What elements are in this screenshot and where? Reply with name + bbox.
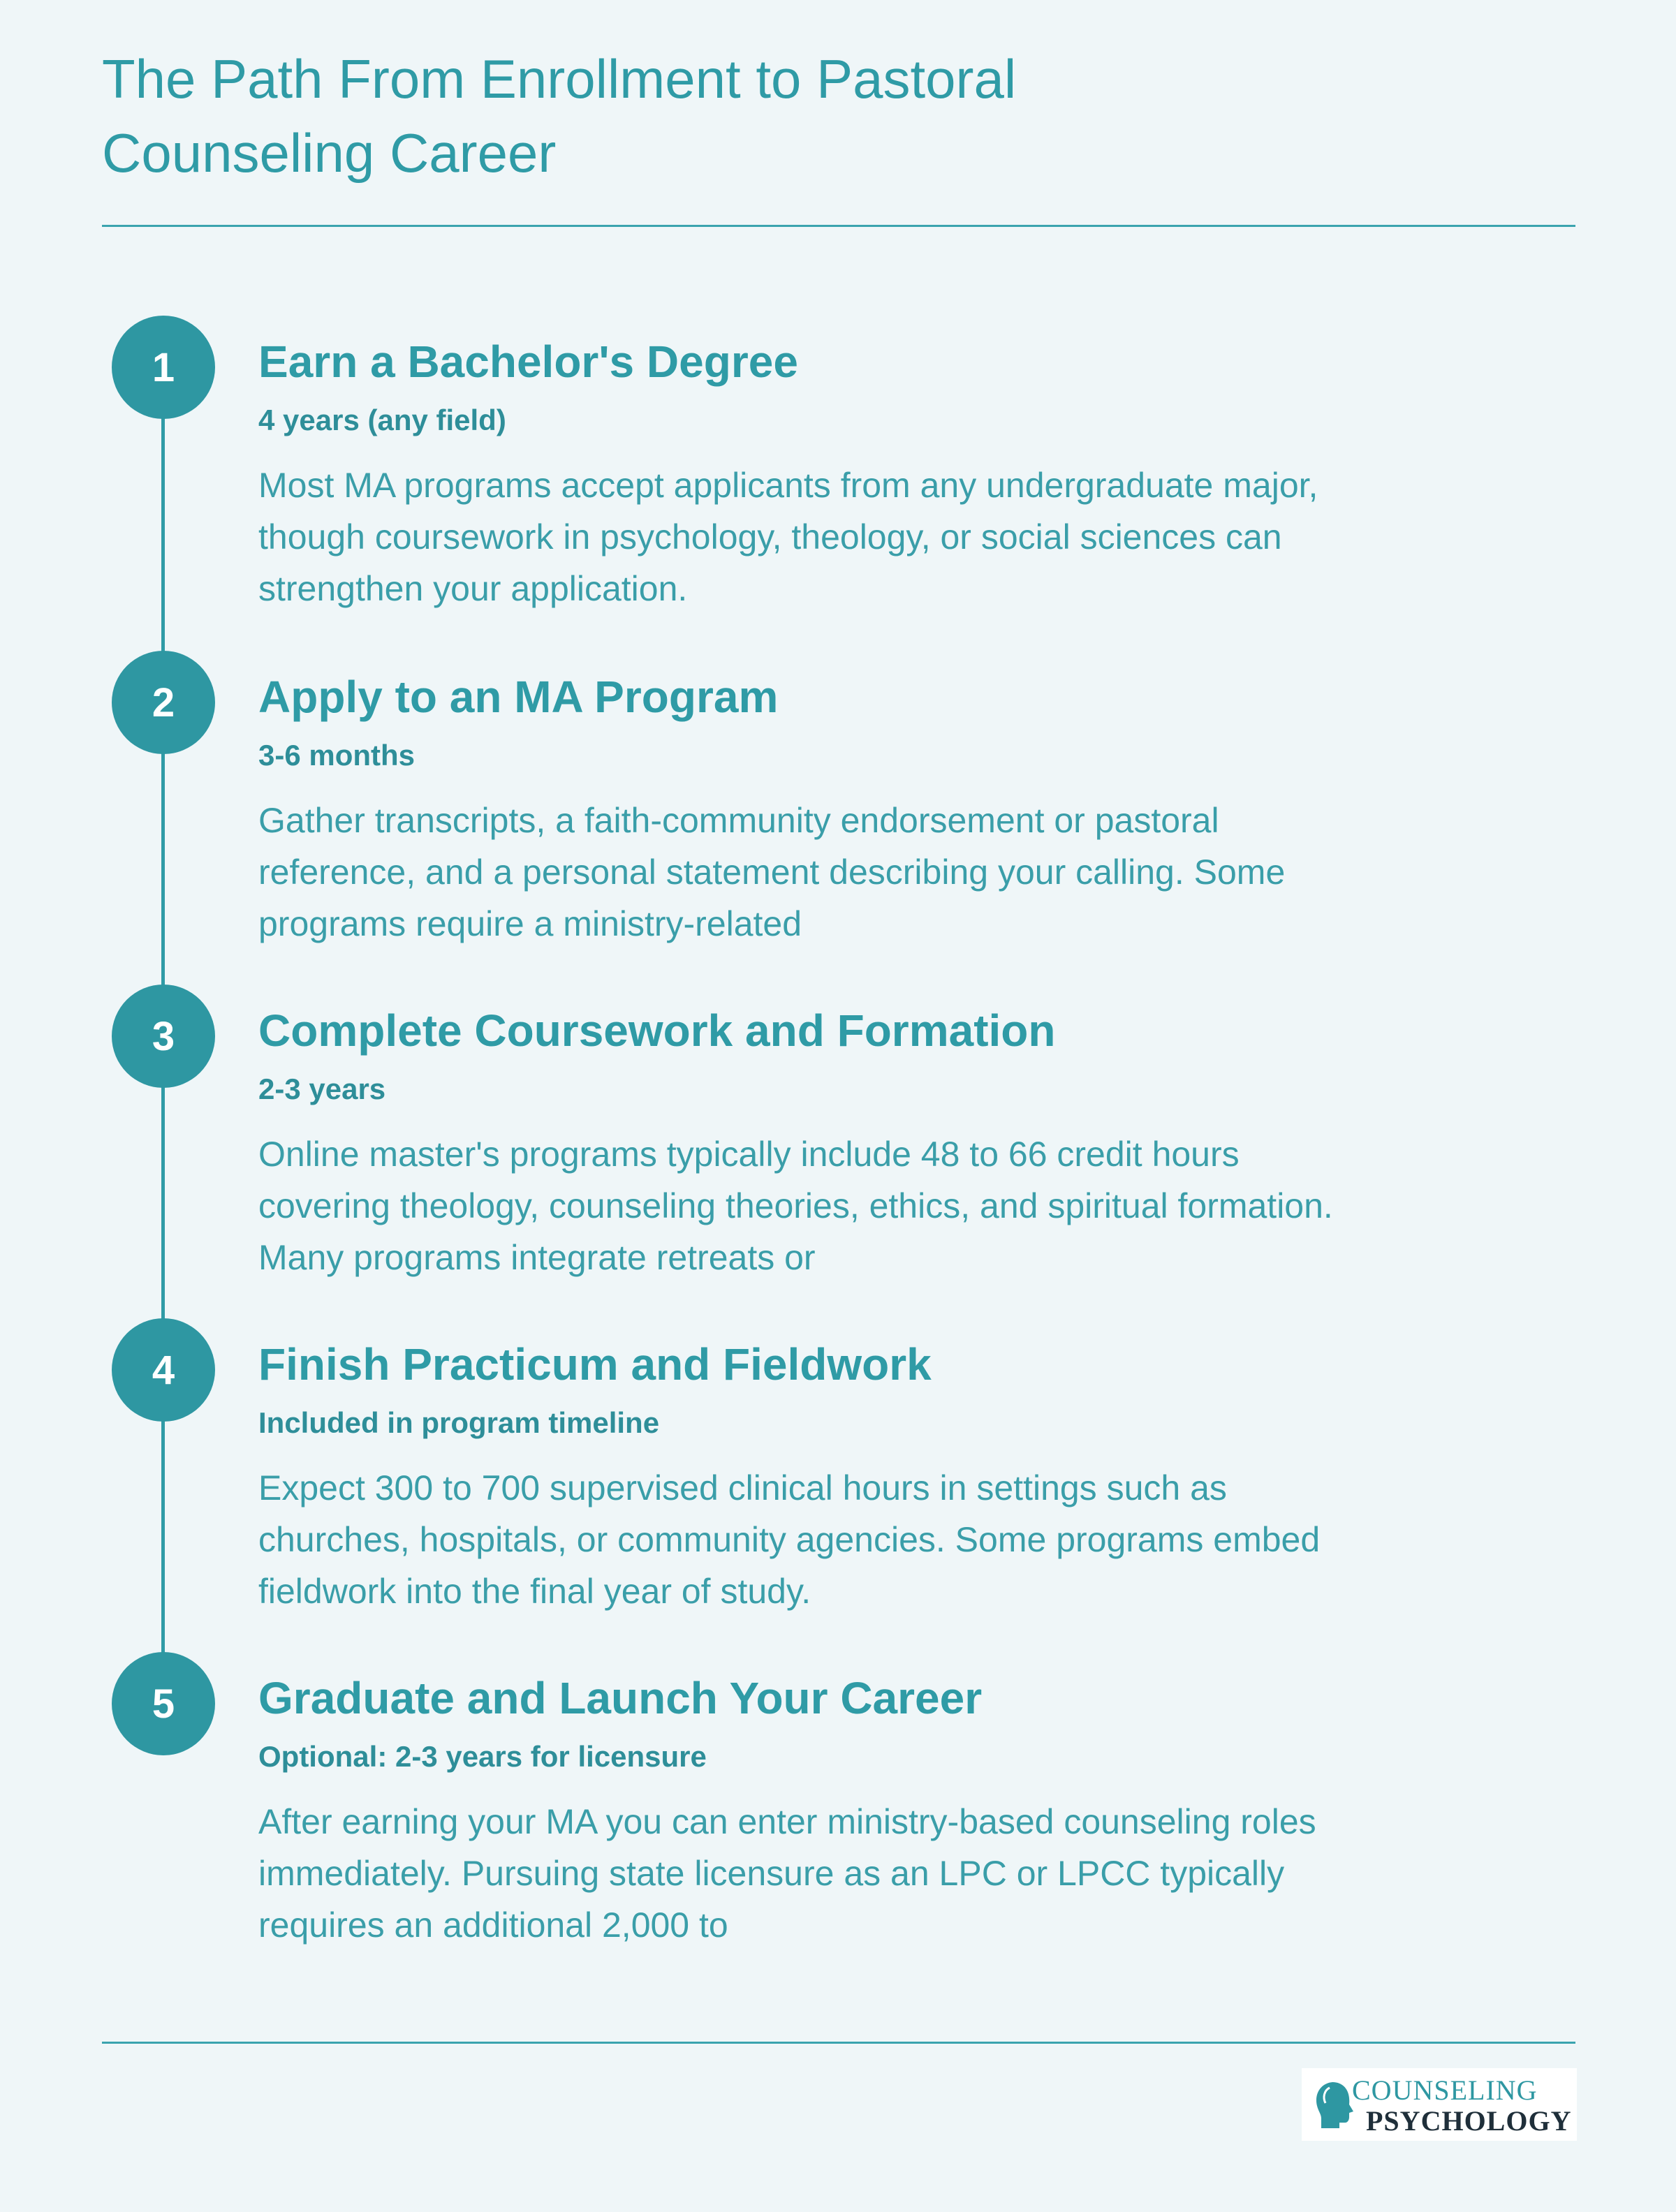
step-title: Graduate and Launch Your Career	[258, 1673, 983, 1723]
step-title: Earn a Bachelor's Degree	[258, 337, 798, 387]
footer-divider	[102, 2042, 1575, 2044]
step-number-badge: 3	[112, 985, 215, 1088]
counseling-psychology-logo	[1302, 2068, 1577, 2141]
page-title: The Path From Enrollment to Pastoral Counseling Career	[102, 48, 1017, 184]
step-description: Most MA programs accept applicants from any undergraduate major, though coursework in psychology, theology, or social sciences can strengthen your application.	[258, 466, 1318, 608]
step-title: Complete Coursework and Formation	[258, 1005, 1056, 1056]
step-duration: 4 years (any field)	[258, 404, 506, 436]
step-title: Apply to an MA Program	[258, 672, 779, 722]
logo-text-psychology: PSYCHOLOGY	[1366, 2105, 1572, 2137]
step-description: Gather transcripts, a faith-community endorsement or pastoral reference, and a personal statement describing your calling. Some programs require a ministry-related	[258, 801, 1286, 943]
step-duration: Included in program timeline	[258, 1406, 660, 1439]
step-duration: 2-3 years	[258, 1072, 386, 1105]
step-duration: Optional: 2-3 years for licensure	[258, 1740, 707, 1773]
logo-text-counseling: COUNSELING	[1352, 2074, 1538, 2106]
step-description: After earning your MA you can enter ministry-based counseling roles immediately. Pursuing state licensure as an LPC or LPCC typically requires an additional 2,000 to	[258, 1802, 1316, 1945]
step-description: Expect 300 to 700 supervised clinical hours in settings such as churches, hospitals, or community agencies. Some programs embed fieldwork into the final year of study.	[258, 1468, 1321, 1611]
step-number-badge: 5	[112, 1652, 215, 1755]
step-number-badge: 1	[112, 316, 215, 419]
step-description: Online master's programs typically include 48 to 66 credit hours covering theology, counseling theories, ethics, and spiritual formation. Many programs integrate retreats or	[258, 1135, 1333, 1277]
step-number-badge: 2	[112, 651, 215, 754]
step-duration: 3-6 months	[258, 739, 416, 772]
step-number-badge: 4	[112, 1318, 215, 1422]
step-title: Finish Practicum and Fieldwork	[258, 1339, 932, 1389]
header-divider	[102, 225, 1575, 227]
